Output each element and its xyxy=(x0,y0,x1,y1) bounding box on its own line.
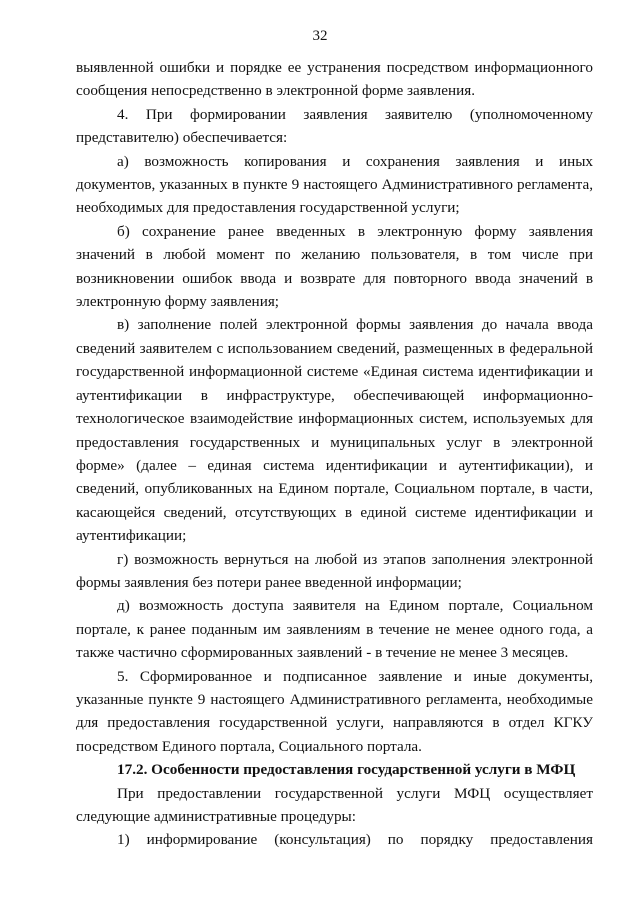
section-heading-17-2: 17.2. Особенности предоставления государственной услуги в МФЦ xyxy=(117,761,576,779)
paragraph-item-g: г) возможность вернуться на любой из этапов заполнения электронной формы заявления без потери ранее введенной информации; xyxy=(76,550,593,591)
paragraph-item-b: б) сохранение ранее введенных в электронную форму заявления значений в любой момент по желанию пользователя, в том числе при возникновении ошибок ввода и возврате для повторного ввода значений в электронную форму заявления; xyxy=(76,222,593,311)
document-body xyxy=(76,56,593,852)
paragraph-item-d: д) возможность доступа заявителя на Едином портале, Социальном портале, к ранее поданным им заявлениям в течение не менее одного года, а также частично сформированных заявлений - в течение не менее 3 месяцев. xyxy=(76,597,593,662)
paragraph-mfc-procedures: При предоставлении государственной услуги МФЦ осуществляет следующие административные процедуры: xyxy=(76,784,593,825)
paragraph-error-message: выявленной ошибки и порядке ее устранения посредством информационного сообщения непосредственно в электронной форме заявления. xyxy=(76,59,593,100)
page-number: 32 xyxy=(312,28,328,44)
paragraph-item-5: 5. Сформированное и подписанное заявление и иные документы, указанные пункте 9 настоящего Административного регламента, необходимые для предоставления государственной услуги, направляются в отдел КГКУ посредством Единого портала, Социального портала. xyxy=(76,667,593,755)
paragraph-item-a: а) возможность копирования и сохранения заявления и иных документов, указанных в пункте 9 настоящего Административного регламента, необходимых для предоставления государственной услуги; xyxy=(76,152,593,217)
paragraph-item-1-partial: 1) информирование (консультация) по порядку предоставления xyxy=(117,831,593,849)
paragraph-item-4: 4. При формировании заявления заявителю (уполномоченному представителю) обеспечивается: xyxy=(76,105,593,147)
paragraph-item-v: в) заполнение полей электронной формы заявления до начала ввода сведений заявителем с использованием сведений, размещенных в федеральной государственной информационной системе «Единая система идентификации и аутентификации в инфраструктуре, обеспечивающей информационно-технологическое взаимодействие информационных систем, используемых для предоставления государственных и муниципальных услуг в электронной форме» (далее – единая система идентификации и аутентификации), и сведений, опубликованных на Едином портале, Социальном портале, в части, касающейся сведений, отсутствующих в единой системе идентификации и аутентификации; xyxy=(76,316,593,545)
